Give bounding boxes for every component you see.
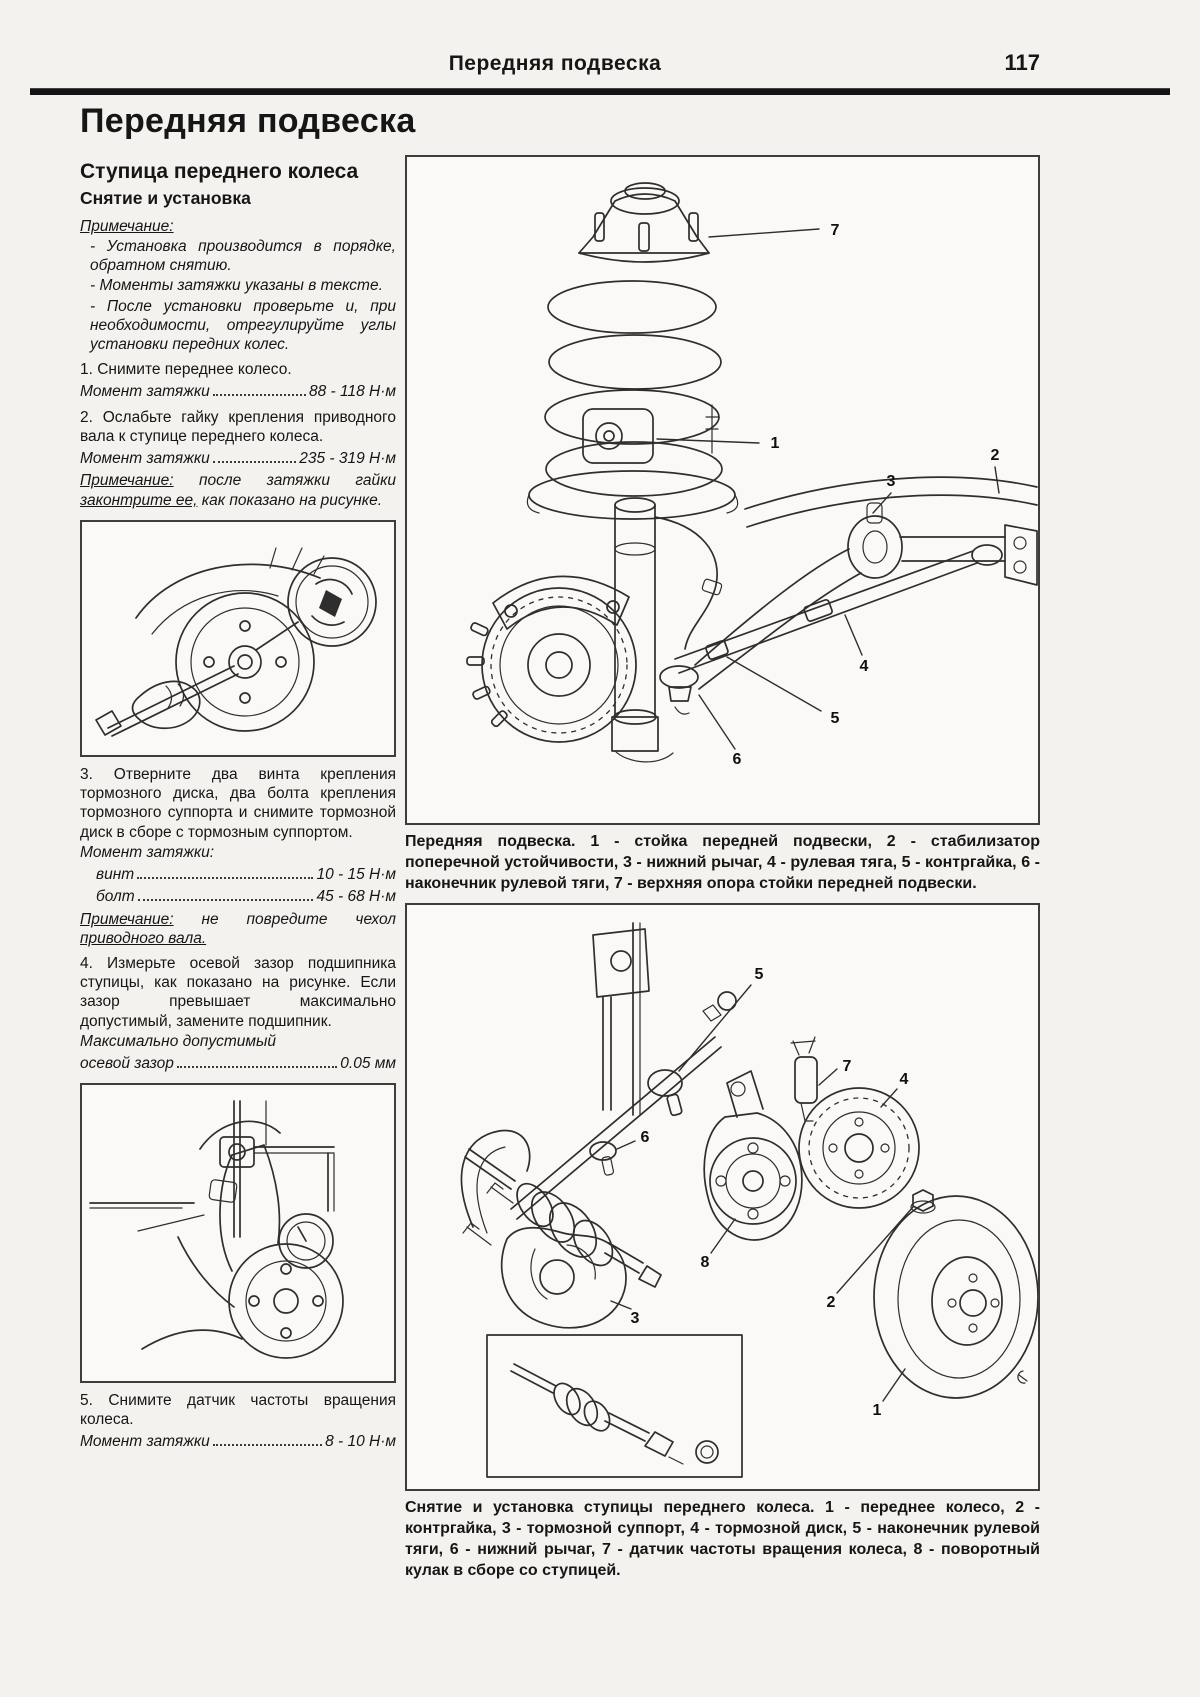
ball-joint bbox=[660, 666, 698, 688]
arm-bushing bbox=[848, 516, 902, 578]
strut-bracket bbox=[583, 409, 653, 463]
step-3: 3. Отверните два винта крепления тормозного диска, два болта крепления тормозного суппорта и снимите тормозной диск в сборе с тормозным суппортом. bbox=[80, 766, 396, 841]
figure-caption-front-suspension: Передняя подвеска. 1 - стойка передней подвески, 2 - стабилизатор поперечной устойчивости, 3 - нижний рычаг, 4 - рулевая тяга, 5 - контргайка, 6 - наконечник рулевой тяги, 7 - верхняя опора стойки передней подвески. bbox=[405, 833, 1040, 892]
brake-hose-fitting bbox=[706, 405, 718, 453]
callout-5: 5 bbox=[754, 966, 764, 984]
callout-7: 7 bbox=[842, 1058, 852, 1076]
figure-hub-exploded bbox=[405, 903, 1040, 1491]
callout-5: 5 bbox=[830, 710, 840, 727]
torque-spec-bolt bbox=[80, 887, 396, 906]
note-label: Примечание: bbox=[80, 217, 174, 235]
torque-value: 10 - 15 Н·м bbox=[316, 866, 396, 884]
brake-disc-exploded bbox=[799, 1088, 919, 1208]
callout-4: 4 bbox=[859, 658, 869, 675]
torque-spec-2 bbox=[80, 449, 396, 468]
staked-nut bbox=[319, 590, 342, 617]
nut-staking-drawing bbox=[82, 522, 394, 750]
torque-spec-screw bbox=[80, 865, 396, 884]
torque-spec-1 bbox=[80, 382, 396, 401]
axial-play-line1: Максимально допустимый bbox=[80, 1032, 277, 1050]
right-column bbox=[405, 155, 1040, 1591]
figure-axial-play bbox=[80, 1083, 396, 1382]
torque-label: Момент затяжки bbox=[80, 383, 210, 401]
torque-value: 88 - 118 Н·м bbox=[308, 383, 396, 401]
torque-label: болт bbox=[96, 888, 135, 906]
knuckle-outline bbox=[220, 1155, 232, 1271]
tie-rod bbox=[675, 551, 973, 659]
torque-label: Момент затяжки bbox=[80, 1432, 210, 1450]
note-item: - Установка производится в порядке, обратном снятию. bbox=[90, 237, 396, 275]
torque-label: винт bbox=[96, 866, 135, 884]
dot-leader bbox=[177, 1066, 337, 1068]
callout-2: 2 bbox=[826, 1294, 836, 1312]
axial-play-label: осевой зазор bbox=[80, 1055, 174, 1073]
wheel-hub bbox=[176, 593, 314, 731]
left-column bbox=[80, 155, 396, 1454]
subsection-title: Снятие и установка bbox=[80, 188, 251, 209]
tie-rod-end bbox=[511, 1037, 715, 1209]
note-boot: Примечание: не повредите чехол приводного вала. bbox=[80, 910, 396, 947]
note-staking: Примечание: после затяжки гайки законтрите ее, как показано на рисунке. bbox=[80, 472, 397, 509]
figure-nut-staking bbox=[80, 520, 396, 757]
step-2: 2. Ослабьте гайку крепления приводного вала к ступице переднего колеса. bbox=[80, 408, 396, 445]
hub-exploded-drawing bbox=[407, 905, 1038, 1484]
callout-3: 3 bbox=[886, 473, 896, 490]
torque-spec-3-label: Момент затяжки: bbox=[80, 843, 215, 861]
cv-axle bbox=[511, 1364, 556, 1393]
axial-play-value: 0.05 мм bbox=[340, 1055, 396, 1073]
dot-leader bbox=[213, 394, 306, 396]
torque-value: 235 - 319 Н·м bbox=[299, 450, 396, 468]
figure-caption-hub-removal: Снятие и установка ступицы переднего колеса. 1 - переднее колесо, 2 - контргайка, 3 - тормозной суппорт, 4 - тормозной диск, 5 - наконечник рулевой тяги, 6 - нижний рычаг, 7 - датчик частоты вращения колеса, 8 - поворотный кулак в сборе со ступицей. bbox=[405, 1499, 1040, 1579]
page-number: 117 bbox=[1004, 50, 1040, 75]
dial-gauge-drawing bbox=[82, 1085, 394, 1375]
callout-8: 8 bbox=[700, 1254, 710, 1272]
dot-leader bbox=[138, 899, 314, 901]
drive-axle bbox=[465, 1149, 515, 1189]
callout-1: 1 bbox=[872, 1402, 882, 1420]
caliper-bolt bbox=[487, 1183, 513, 1203]
header-rule bbox=[30, 88, 1170, 95]
step-5: 5. Снимите датчик частоты вращения колеса. bbox=[80, 1391, 396, 1428]
section-title: Ступица переднего колеса bbox=[80, 160, 359, 183]
callout-4: 4 bbox=[899, 1071, 909, 1089]
callout-6: 6 bbox=[732, 751, 742, 768]
figure-front-suspension bbox=[405, 155, 1040, 825]
axial-play-spec bbox=[80, 1054, 396, 1073]
page-title: Передняя подвеска bbox=[80, 102, 416, 140]
callout-1: 1 bbox=[770, 435, 780, 452]
axle-inset-box bbox=[487, 1335, 742, 1477]
torque-value: 8 - 10 Н·м bbox=[325, 1432, 396, 1450]
step-4: 4. Измерьте осевой зазор подшипника ступицы, как показано на рисунке. Если зазор превышает максимально допустимый, замените подшипник. bbox=[80, 954, 396, 1030]
step-1: 1. Снимите переднее колесо. bbox=[80, 361, 292, 379]
coil-spring bbox=[548, 281, 716, 333]
callout-2: 2 bbox=[990, 447, 1000, 464]
callout-3: 3 bbox=[630, 1310, 640, 1328]
wheel-stud bbox=[470, 622, 489, 636]
torque-spec-5 bbox=[80, 1432, 396, 1451]
front-suspension-drawing bbox=[407, 157, 1038, 818]
running-title: Передняя подвеска bbox=[448, 52, 662, 75]
dot-leader bbox=[213, 461, 296, 463]
callout-7: 7 bbox=[830, 222, 840, 239]
torque-label: Момент затяжки bbox=[80, 450, 210, 468]
lower-arm bbox=[695, 549, 849, 665]
dot-leader bbox=[137, 877, 313, 879]
speed-sensor bbox=[791, 1037, 815, 1055]
snap-ring bbox=[696, 1441, 718, 1463]
note-item: - После установки проверьте и, при необходимости, отрегулируйте углы установки передних колес. bbox=[90, 297, 396, 354]
callout-6: 6 bbox=[640, 1129, 650, 1147]
brake-hose bbox=[655, 517, 717, 649]
jam-nut bbox=[705, 640, 729, 660]
dot-leader bbox=[213, 1444, 322, 1446]
note-item: - Моменты затяжки указаны в тексте. bbox=[90, 277, 383, 295]
torque-value: 45 - 68 Н·м bbox=[316, 888, 396, 906]
